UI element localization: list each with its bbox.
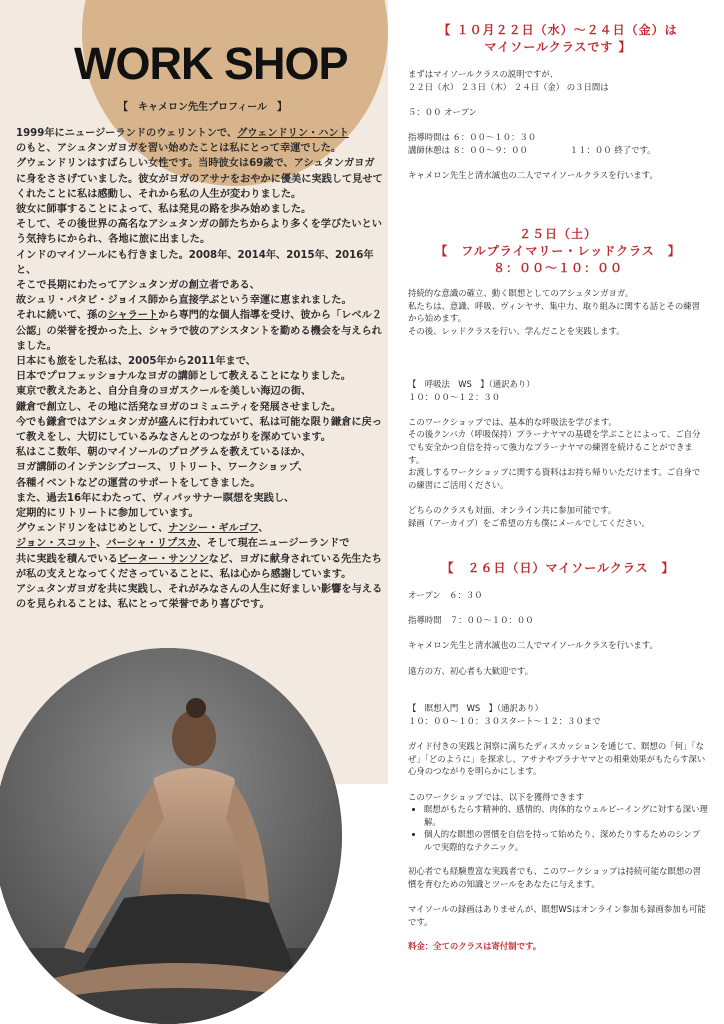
page-title: WORK SHOP: [74, 38, 348, 89]
bio-text: 鎌倉で創立し、その地に活発なヨガのコミュニティを発展させました。: [16, 401, 341, 413]
yoga-practitioner-photo: [0, 648, 342, 1024]
info-line: [408, 627, 708, 640]
bio-text: 今でも鎌倉ではアシュタンガが盛んに行われていて、私は可能な限り鎌倉に戻って教えをし、大切にしているみなさんとのつながりを深めています。: [16, 416, 382, 444]
info-line: 【 瞑想入門 WS 】（通訳あり）: [408, 703, 544, 714]
info-line: どちらのクラスも対面、オンライン共に参加可能です。: [408, 504, 617, 515]
info-line: １０：００～１０：３０スタート～１２：３０まで: [408, 715, 601, 726]
info-line: [408, 93, 708, 106]
section-mysore-sun26: [408, 560, 708, 953]
bio-line: [16, 293, 384, 308]
bio-text: 、そして現在ニュージーランドで: [196, 538, 350, 550]
info-line: [408, 891, 708, 904]
info-line: [408, 690, 708, 703]
bio-text: 日本でプロフェッショナルなヨガの講師として教えることになりました。: [16, 371, 351, 383]
bio-text: 私はここ数年、朝のマイソールのプログラムを教えているほか、: [16, 447, 311, 459]
bio-text: 1999年にニュージーランドのウェリントンで、: [16, 128, 238, 139]
bio-line: [16, 308, 384, 354]
bio-line: [16, 156, 384, 202]
bio-line: [16, 202, 384, 217]
bio-text: 定期的にリトリートに参加しています。: [16, 508, 199, 520]
info-line: [408, 403, 708, 416]
info-line: [408, 778, 708, 791]
info-line: [408, 156, 708, 169]
bio-line: [16, 369, 384, 384]
bio-line: [16, 506, 384, 521]
teacher-name: バーシャ・リプスカ: [106, 538, 197, 550]
bio-line: [16, 476, 384, 491]
bio-line: [16, 217, 384, 247]
bio-text: そこで長期にわたってアシュタンガの創立者である、: [16, 280, 260, 292]
benefit-item: • 個人的な瞑想の習慣を自信を持って始めたり、深めたりするためのシンプルで実際的なテクニック。: [424, 828, 708, 853]
bio-line: [16, 521, 384, 536]
teacher-name: ジョン・スコット: [16, 538, 97, 550]
info-line: キャメロン先生と清水誠也の二人でマイソールクラスを行います。: [408, 169, 658, 180]
bio-line: [16, 460, 384, 475]
info-line: その後クンバカ（呼吸保持）プラーナヤマの基礎を学ぶことによって、ご自分でも安全かつ自信を持って強力なプラーナヤマの練習を続けることができます。: [408, 429, 701, 465]
info-line: その後、レッドクラスを行い、学んだことを実践します。: [408, 325, 625, 336]
bio-text: 各種イベントなどの運営のサポートをしてきました。: [16, 477, 261, 489]
info-line: [408, 602, 708, 615]
info-line: [408, 677, 708, 690]
bio-text: アシュタンガヨガを共に実践し、それがみなさんの人生に好ましい影響を与えるのを見られることは、私にとって栄誉であり喜びです。: [16, 584, 383, 611]
fee-note: 料金：全てのクラスは寄付制です。: [408, 941, 542, 952]
bio-line: [16, 384, 384, 399]
info-line: このワークショップでは、以下を獲得できます: [408, 791, 584, 802]
section-breathing-ws-body: [408, 378, 708, 529]
section-mysore-oct22-title: 【 １０月２２日（水）～２４日（金）は: [438, 23, 678, 37]
bio-line: [16, 354, 384, 369]
profile-heading: 【 キャメロン先生プロフィール 】: [118, 102, 287, 113]
info-line: [408, 652, 708, 665]
info-line: お渡しするワークショップに関する資料はお持ち帰りいただけます。ご自身での練習にご活用ください。: [408, 467, 701, 490]
bio-text: のもと、アシュタンガヨガを習い始めたことは私にとって幸運でした。: [16, 143, 342, 155]
info-line: １０：００～１２：３０: [408, 391, 501, 402]
info-line: 遠方の方、初心者も大歓迎です。: [408, 665, 533, 676]
info-line: ガイド付きの実践と洞察に満ちたディスカッションを通じて、瞑想の「何」「なぜ」「どのように」を探求し、アサナやプラナヤマとの相乗効果がもたらす深い心身のつながりを明らかにします。: [408, 741, 706, 777]
info-line: 初心者でも経験豊富な実践者でも、このワークショップは持続可能な瞑想の習慣を育むための知識とツールをあなたに与えます。: [408, 866, 701, 890]
section-mysore-oct22-subtitle: マイソールクラスです 】: [484, 40, 632, 54]
info-line: このワークショップでは、基本的な呼吸法を学びます。: [408, 416, 617, 427]
bio-text: グウェンドリンをはじめとして、: [16, 523, 169, 535]
benefits-list: [408, 803, 708, 853]
info-line: 【 呼吸法 WS 】（通訳あり）: [408, 379, 535, 389]
info-line: マイソールの録画はありませんが、瞑想WSはオンライン参加も録画参加も可能です。: [408, 904, 706, 927]
bio-line: [16, 552, 384, 582]
section-breathing-ws: [408, 378, 708, 529]
bio-line: [16, 582, 384, 612]
bio-text: そして、その後世界の高名なアシュタンガの師たちからより多くを学びたいという気持ちにかられ、各地に旅に出ました。: [16, 219, 382, 246]
bio-text: また、過去16年にわたって、ヴィパッサナー瞑想を実践し、: [16, 492, 295, 504]
teacher-name: ピーター・サンソン: [117, 553, 209, 565]
bio-text: 東京で教えたあと、自分自身のヨガスクールを美しい海辺の街、: [16, 386, 312, 398]
bio-text: ヨガ講師のインテンシブコース、リトリート、ワークショップ、: [16, 462, 309, 474]
bio-text: 日本にも旅をした私は、2005年から2011年まで、: [16, 356, 256, 368]
bio-text: インドのマイソールにも行きました。2008年、2014年、2015年、2016年と、: [16, 249, 374, 276]
bio-line: [16, 445, 384, 460]
section-mysore-sun26-title: 【 ２６日（日）マイソールクラス 】: [441, 561, 675, 575]
teacher-bio: [16, 126, 384, 613]
info-line: [408, 118, 708, 131]
bio-line: [16, 126, 384, 141]
section-mysore-oct22-body: [408, 68, 708, 181]
bio-line: [16, 491, 384, 506]
info-line: 指導時間 ７：００～１０：００: [408, 615, 534, 626]
bio-line: [16, 536, 384, 551]
info-line: 指導時間は ６：００～１０：３０: [408, 131, 537, 142]
bio-line: [16, 248, 384, 278]
section-mysore-oct22: [408, 22, 708, 181]
info-line: オープン ６：３０: [408, 590, 483, 600]
bio-text: 、: [96, 538, 107, 550]
info-line: 私たちは、意識、呼吸、ヴィンヤサ、集中力、取り組みに関する話とその練習から始めます。: [408, 300, 701, 324]
info-line: ５：００ オープン: [408, 106, 477, 117]
benefit-item: • 瞑想がもたらす精神的、感情的、肉体的なウェルビーイングに対する深い理解。: [424, 803, 708, 828]
section-led-primary-title: 【 フルプライマリー・レッドクラス 】: [435, 244, 681, 258]
section-mysore-sun26-closing: [408, 865, 708, 928]
info-line: [408, 491, 708, 504]
section-led-primary-body: [408, 287, 708, 337]
bio-text: から専門的な個人指導を受け、彼から「レベル２公認」の栄誉を授かった上、シャラで彼のアシスタントを勤める機会を与えられました。: [16, 310, 382, 352]
info-line: 講師休憩は ８：００～９：００ １１：００ 終了です。: [408, 144, 656, 155]
bio-text: など、ヨガに献身されている先生たちが私の支えとなってくださっていることに、私は心から感謝しています。: [16, 553, 382, 580]
bio-line: [16, 400, 384, 415]
section-led-primary-date: ２５日（土）: [518, 227, 597, 241]
bio-line: [16, 278, 384, 293]
bio-text: 彼女に師事することによって、私は発見の路を歩み始めました。: [16, 204, 312, 216]
bio-line: [16, 141, 384, 156]
bio-text: それに続いて、孫の: [16, 310, 108, 322]
teacher-name: ナンシー・ギルゴフ: [168, 523, 259, 535]
section-mysore-sun26-body: [408, 589, 708, 803]
section-led-primary: [408, 226, 708, 337]
info-line: 録画（アーカイブ）をご希望の方も僕にメールでしてください。: [408, 517, 650, 528]
bio-text: グウェンドリンはすばらしい女性です。当時彼女は69歳で、アシュタンガヨガに身をささげていました。彼女がヨガのアサナをおやかに優美に実践して見せてくれたことに私は感動し、それから私の人生が変わりました。: [16, 158, 383, 200]
bio-text: 故シュリ・パタビ・ジョイス師から直接学ぶという幸運に恵まれました。: [16, 295, 352, 307]
bio-text: 共に実践を積んでいる: [16, 553, 118, 565]
teacher-name: グウェンドリン・ハント: [237, 128, 349, 139]
teacher-name: シャラート: [107, 310, 159, 322]
bio-line: [16, 415, 384, 445]
info-line: [408, 728, 708, 741]
bio-text: 、: [258, 523, 269, 535]
info-line: 持続的な意識の確立、動く瞑想としてのアシュタンガヨガ。: [408, 288, 634, 298]
info-line: キャメロン先生と清水誠也の二人でマイソールクラスを行います。: [408, 640, 658, 651]
info-line: まずはマイソールクラスの説明ですが、: [408, 69, 558, 79]
info-line: ２２日（水） ２３日（木） ２４日（金） の３日間は: [408, 81, 609, 92]
section-led-primary-time: ８：００～１０：００: [492, 261, 623, 275]
